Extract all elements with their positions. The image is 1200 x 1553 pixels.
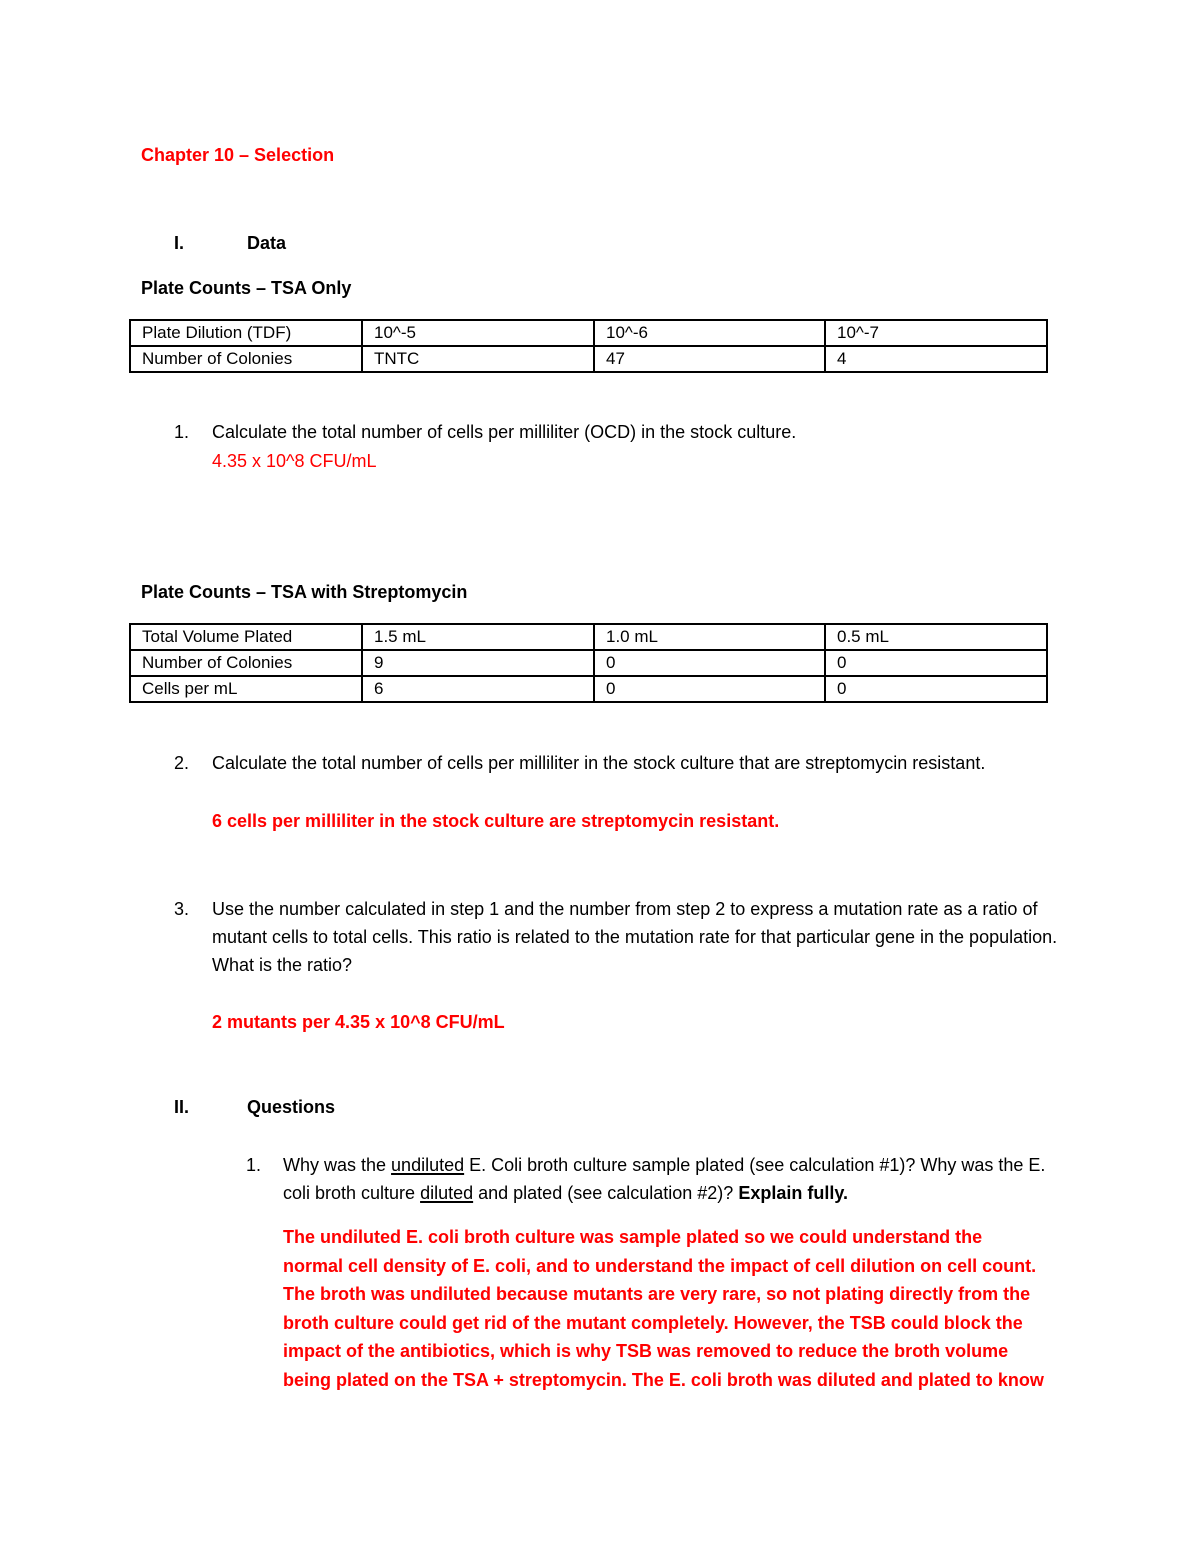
question-text-part: and plated (see calculation #2)? bbox=[473, 1183, 739, 1203]
table-cell: 0 bbox=[594, 650, 825, 676]
underlined-word-diluted: diluted bbox=[420, 1183, 474, 1203]
question-3-answer: 2 mutants per 4.35 x 10^8 CFU/mL bbox=[212, 1012, 505, 1032]
question-text-part: Why was the bbox=[283, 1155, 392, 1175]
section-1-number: I. bbox=[174, 233, 185, 253]
answer-line: broth culture could get rid of the mutant completely. However, the TSB could block the bbox=[283, 1312, 1023, 1333]
table-2-title: Plate Counts – TSA with Streptomycin bbox=[141, 582, 468, 602]
answer-line: normal cell density of E. coli, and to understand the impact of cell dilution on cell count. bbox=[283, 1255, 1037, 1276]
plate-counts-streptomycin-table bbox=[129, 623, 1048, 703]
table-cell: 9 bbox=[362, 650, 594, 676]
table-row bbox=[130, 320, 1047, 346]
chapter-title: Chapter 10 – Selection bbox=[141, 145, 335, 165]
questions-1-answer bbox=[283, 1223, 1073, 1394]
answer-line: The undiluted E. coli broth culture was sample plated so we could understand the bbox=[283, 1227, 983, 1247]
question-2-answer: 6 cells per milliliter in the stock culture are streptomycin resistant. bbox=[212, 811, 780, 831]
table-cell: 0 bbox=[825, 650, 1047, 676]
section-1-title: Data bbox=[247, 233, 287, 253]
answer-line: The broth was undiluted because mutants are very rare, so not plating directly from the bbox=[283, 1284, 1031, 1304]
section-2-number: II. bbox=[174, 1097, 190, 1117]
table-cell: Total Volume Plated bbox=[130, 624, 362, 650]
table-cell: Cells per mL bbox=[130, 676, 362, 702]
underlined-word-undiluted: undiluted bbox=[391, 1155, 465, 1175]
answer-line: impact of the antibiotics, which is why TSB was removed to reduce the broth volume bbox=[283, 1341, 1009, 1361]
table-cell: 0.5 mL bbox=[825, 624, 1047, 650]
table-cell: 10^-6 bbox=[594, 320, 825, 346]
table-cell: Number of Colonies bbox=[130, 346, 362, 372]
question-1-answer: 4.35 x 10^8 CFU/mL bbox=[212, 451, 377, 471]
questions-1-number: 1. bbox=[246, 1155, 262, 1175]
table-cell: 0 bbox=[594, 676, 825, 702]
table-cell: Number of Colonies bbox=[130, 650, 362, 676]
question-1-number: 1. bbox=[174, 422, 190, 442]
table-cell: TNTC bbox=[362, 346, 594, 372]
table-1-title: Plate Counts – TSA Only bbox=[141, 278, 352, 298]
table-row bbox=[130, 624, 1047, 650]
table-cell: 1.0 mL bbox=[594, 624, 825, 650]
question-1-text: Calculate the total number of cells per milliliter (OCD) in the stock culture. bbox=[212, 422, 797, 442]
question-3-text: Use the number calculated in step 1 and the number from step 2 to express a mutation rate as a ratio of mutant cells to total cells. This ratio is related to the mutation rate for that particular gene in the population. What is the ratio? bbox=[212, 899, 1058, 975]
explain-fully-emphasis: Explain fully. bbox=[738, 1183, 848, 1203]
plate-counts-tsa-table bbox=[129, 319, 1048, 373]
answer-line: being plated on the TSA + streptomycin. The E. coli broth was diluted and plated to know bbox=[283, 1369, 1044, 1390]
table-cell: 10^-7 bbox=[825, 320, 1047, 346]
question-2-number: 2. bbox=[174, 753, 190, 773]
section-2-title: Questions bbox=[247, 1097, 336, 1117]
table-row bbox=[130, 346, 1047, 372]
table-cell: 10^-5 bbox=[362, 320, 594, 346]
question-text-part: E. Coli broth culture sample plated (see calculation #1)? Why was the E. coli broth culture bbox=[283, 1155, 1046, 1203]
table-cell: Plate Dilution (TDF) bbox=[130, 320, 362, 346]
table-cell: 4 bbox=[825, 346, 1047, 372]
table-cell: 47 bbox=[594, 346, 825, 372]
table-cell: 0 bbox=[825, 676, 1047, 702]
questions-1-text bbox=[283, 1151, 1073, 1207]
question-3-number: 3. bbox=[174, 899, 190, 919]
table-cell: 1.5 mL bbox=[362, 624, 594, 650]
question-2-text: Calculate the total number of cells per milliliter in the stock culture that are streptomycin resistant. bbox=[212, 753, 986, 773]
table-row bbox=[130, 650, 1047, 676]
table-cell: 6 bbox=[362, 676, 594, 702]
table-row bbox=[130, 676, 1047, 702]
